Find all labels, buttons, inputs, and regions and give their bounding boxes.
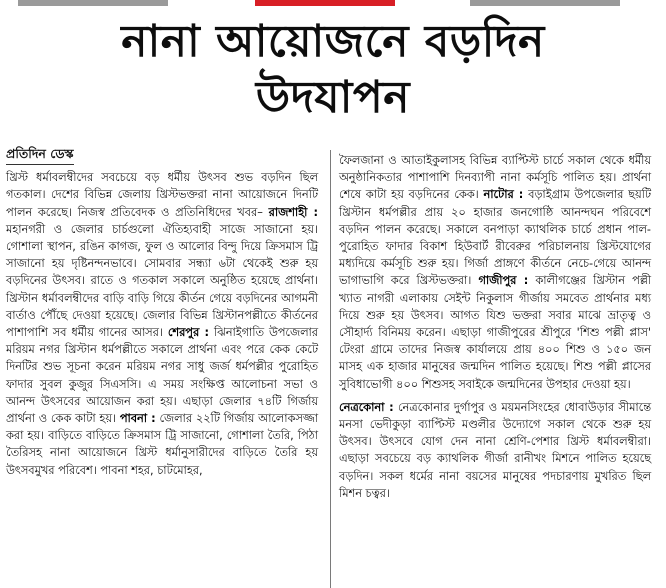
left-text-1b: মহানগরী ও জেলার চার্চগুলো ঐতিহ্যবাহী সাজে সাজানো হয়। গোশালা স্থাপন, রঙিন কাগজ, ফুল ও আলোর বিন্দু দিয়ে ক্রিসমাস ট্রি সাজানো হয় দৃষ্টিনন্দনভাবে। সোমবার সন্ধ্যা ৬টা থেকেই শুরু হয় বড়দিনের উৎসব। রাতে ও গতকাল সকালে অনুষ্ঠিত হয়েছে প্রার্থনা। খ্রিস্টান ধর্মাবলম্বীদের বাড়ি বাড়ি গিয়ে কীর্তন গেয়ে বড়দিনের আগমনী বার্তাও পৌঁছে দেওয়া হয়েছে। জেলার বিভিন্ন খ্রিস্টানপল্লীতে কীর্তনের পাশাপাশি সব ধর্মীয় গানের আসর। <box>6 222 318 340</box>
headline-line-1: নানা আয়োজনে বড়দিন <box>121 16 545 67</box>
right-text-1: ফৈলজানা ও আতাইকুলাসহ বিভিন্ন ব্যাপ্টিস্ট চার্চে সকাল থেকে ধর্মীয় অনুষ্ঠানিকতার পাশাপাশি দিনব্যাপী নানা কর্মসূচি পালিত হয়। প্রার্থনা শেষে কাটা হয় বড়দিনের কেক। <box>339 154 651 202</box>
place-sherpur: শেরপুর : <box>167 326 209 340</box>
top-color-bar <box>0 0 666 6</box>
place-gazipur: গাজীপুর : <box>478 274 529 288</box>
right-text-2: কালীগঞ্জের খ্রিস্টান পল্লী খ্যাত নাগরী এলাকায় সেইন্ট নিকুলাস গীর্জায় সমবেত প্রার্থনার মধ্য দিয়ে শুরু হয় উৎসব। আগত যিশু ভক্তরা সবার মাঝে ভ্রাতৃত্ব ও সৌহার্দ্য বিনিময় করেন। এছাড়া গাজীপুরের শ্রীপুরে 'শিশু পল্লী প্লাস' টেংরা গ্রামে তাদের নিজস্ব কার্যালয়ে প্রায় ৪০০ শিশু ও ১৫০ জন মাসহ এক হাজার মানুষের জন্মদিন পালিত হয়েছে। শিশু পল্লী প্লাসের সুবিধাভোগী ৪০০ শিশুসহ সবাইকে জন্মদিনের উপহার দেওয়া হয়। <box>339 274 652 391</box>
headline-line-2: উদযাপন <box>255 72 411 123</box>
byline: প্রতিদিন ডেস্ক <box>6 145 74 165</box>
article-column-left <box>6 145 318 479</box>
article-headline <box>0 14 666 126</box>
article-column-right <box>339 152 651 502</box>
top-bar-gray-left <box>18 0 168 6</box>
place-netrokona: নেত্রকোনা : <box>339 400 394 414</box>
left-text-1: খ্রিস্ট ধর্মাবলম্বীদের সবচেয়ে বড় ধর্মীয় উৎসব শুভ বড়দিন ছিল গতকাল। দেশের বিভিন্ন জেলায় খ্রিস্টভক্তরা নানা আয়োজনে দিনটি পালন করেছে। নিজস্ব প্রতিবেদক ও প্রতিনিধিদের খবর– <box>6 171 318 219</box>
place-rajshahi: রাজশাহী : <box>268 205 318 219</box>
right-paragraph-1 <box>339 152 651 393</box>
place-natore: নাটোর : <box>483 188 524 202</box>
top-bar-gray-right <box>470 0 620 6</box>
top-bar-red-center <box>255 0 395 6</box>
left-paragraph-1 <box>6 169 318 479</box>
left-text-3: জেলার ২২টি গির্জায় আলোকসজ্জা করা হয়। বাড়িতে বাড়িতে ক্রিসমাস ট্রি সাজানো, গোশালা তৈরি, পিঠা তৈরিসহ নানা আয়োজনে খ্রিস্ট ধর্মানুসারীদের বাড়িতে তৈরি হয় উৎসবমুখর পরিবেশ। পাবনা শহর, চাটমোহর, <box>6 412 318 477</box>
column-divider <box>330 150 331 588</box>
left-text-2: ঝিনাইগাতি উপজেলার মরিয়ম নগর খ্রিস্টান ধর্মপল্লীতে সকালে প্রার্থনা এবং পরে কেক কেটে দিনটির শুভ সূচনা করেন মরিয়ম নগর সাধু জর্জ ধর্মপল্লীর পুরোহিত ফাদার সুবল কুজুর সিএসসি। এ সময় সংক্ষিপ্ত আলোচনা সভা ও আনন্দ উৎসবের আয়োজন করা হয়। এছাড়া জেলার ৭৪টি গির্জায় প্রার্থনা ও কেক কাটা হয়। <box>6 326 318 426</box>
right-text-3: নেত্রকোনার দুর্গাপুর ও ময়মনসিংহের ধোবাউড়ার সীমান্তে মনসা ভেদীকুড়া ব্যাপ্টিস্ট মণ্ডলীর উদ্যোগে সকাল থেকে শুরু হয় উৎসব। উৎসবে যোগ দেন নানা শ্রেণি-পেশার খ্রিস্ট ধর্মাবলম্বীরা। এছাড়া সবচেয়ে বড় ক্যাথলিক গীর্জা রানীখং মিশনে পালিত হয়েছে বড়দিন। সকল ধর্মের নানা বয়সের মানুষের পদচারণায় মুখরিত ছিল মিশন চত্বর। <box>339 400 651 500</box>
place-pabna: পাবনা : <box>119 412 156 426</box>
right-paragraph-2 <box>339 399 651 502</box>
right-text-1b: বড়াইগ্রাম উপজেলার ছয়টি খ্রিস্টান ধর্মপল্লীর প্রায় ২০ হাজার জনগোষ্ঠি আনন্দঘন পরিবেশে বড়দিন পালন করেছে। সকালে বনপাড়া ক্যাথলিক চার্চে প্রধান পাল-পুরোহিত ফাদার বিকাশ হিউবার্ট রীবেরুর পরিচালনায় খ্রিস্টযোগের মধ্যদিয়ে কর্মসূচি শুরু হয়। গির্জা প্রাঙ্গণে কীর্তনে নেচে-গেয়ে আনন্দ ভাগাভাগি করে খ্রিস্টভক্তরা। <box>339 188 652 288</box>
